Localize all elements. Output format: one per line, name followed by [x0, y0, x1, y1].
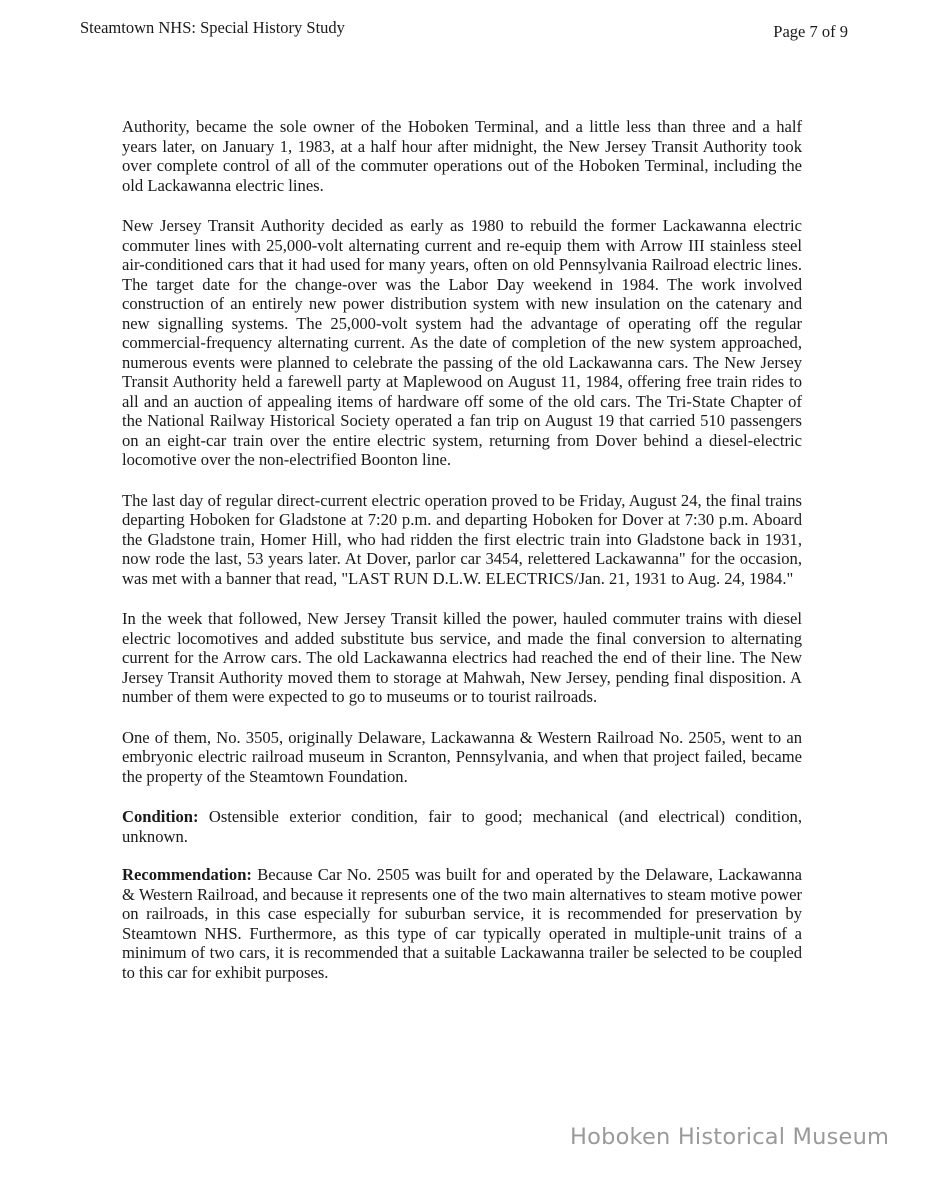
paragraph-rebuild-plan: New Jersey Transit Authority decided as early as 1980 to rebuild the former Lackawanna electric commuter lines with 25,000-volt alternating current and re-equip them with Arrow III stainless steel air-conditioned cars that it had used for many years, often on old Pennsylvania Railroad electric lines. The target date for the change-over was the Labor Day weekend in 1984. The work involved construction of an entirely new power distribution system with new insulation on the catenary and new signalling systems. The 25,000-volt system had the advantage of operating off the regular commercial-frequency alternating current. As the date of completion of the new system approached, numerous events were planned to celebrate the passing of the old Lackawanna cars. The New Jersey Transit Authority held a farewell party at Maplewood on August 11, 1984, offering free train rides to all and an auction of appealing items of hardware off some of the old cars. The Tri-State Chapter of the National Railway Historical Society operated a fan trip on August 19 that carried 510 passengers on an eight-car train over the entire electric system, returning from Dover behind a diesel-electric locomotive over the non-electrified Boonton line. — [122, 216, 802, 469]
condition-text: Ostensible exterior condition, fair to good; mechanical (and electrical) condition, unknown. — [122, 807, 802, 846]
recommendation-text: Because Car No. 2505 was built for and operated by the Delaware, Lackawanna & Western Railroad, and because it represents one of the two main alternatives to steam motive power on railroads, in this case especially for suburban service, it is recommended for preservation by Steamtown NHS. Furthermore, as this type of car typically operated in multiple-unit trains of a minimum of two cars, it is recommended that a suitable Lackawanna trailer be selected to be coupled to this car for exhibit purposes. — [122, 865, 802, 982]
condition-paragraph — [122, 807, 802, 846]
museum-watermark: Hoboken Historical Museum — [570, 1124, 890, 1150]
page-number: Page 7 of 9 — [773, 22, 848, 41]
recommendation-label: Recommendation: — [122, 865, 252, 884]
recommendation-paragraph — [122, 865, 802, 982]
paragraph-car-3505: One of them, No. 3505, originally Delaware, Lackawanna & Western Railroad No. 2505, went to an embryonic electric railroad museum in Scranton, Pennsylvania, and when that project failed, became the property of the Steamtown Foundation. — [122, 727, 802, 786]
paragraph-aftermath: In the week that followed, New Jersey Transit killed the power, hauled commuter trains with diesel electric locomotives and added substitute bus service, and made the final conversion to alternating current for the Arrow cars. The old Lackawanna electrics had reached the end of their line. The New Jersey Transit Authority moved them to storage at Mahwah, New Jersey, pending final disposition. A number of them were expected to go to museums or to tourist railroads. — [122, 609, 802, 706]
paragraph-hoboken-terminal: Authority, became the sole owner of the Hoboken Terminal, and a little less than three and a half years later, on January 1, 1983, at a half hour after midnight, the New Jersey Transit Authority took over complete control of all of the commuter operations out of the Hoboken Terminal, including the old Lackawanna electric lines. — [122, 117, 802, 195]
paragraph-last-day: The last day of regular direct-current electric operation proved to be Friday, August 24, the final trains departing Hoboken for Gladstone at 7:20 p.m. and departing Hoboken for Dover at 7:30 p.m. Aboard the Gladstone train, Homer Hill, who had ridden the first electric train into Gladstone back in 1931, now rode the last, 53 years later. At Dover, parlor car 3454, relettered Lackawanna" for the occasion, was met with a banner that read, "LAST RUN D.L.W. ELECTRICS/Jan. 21, 1931 to Aug. 24, 1984." — [122, 490, 802, 588]
document-body — [122, 117, 802, 1003]
document-title: Steamtown NHS: Special History Study — [80, 18, 345, 37]
condition-label: Condition: — [122, 807, 199, 826]
